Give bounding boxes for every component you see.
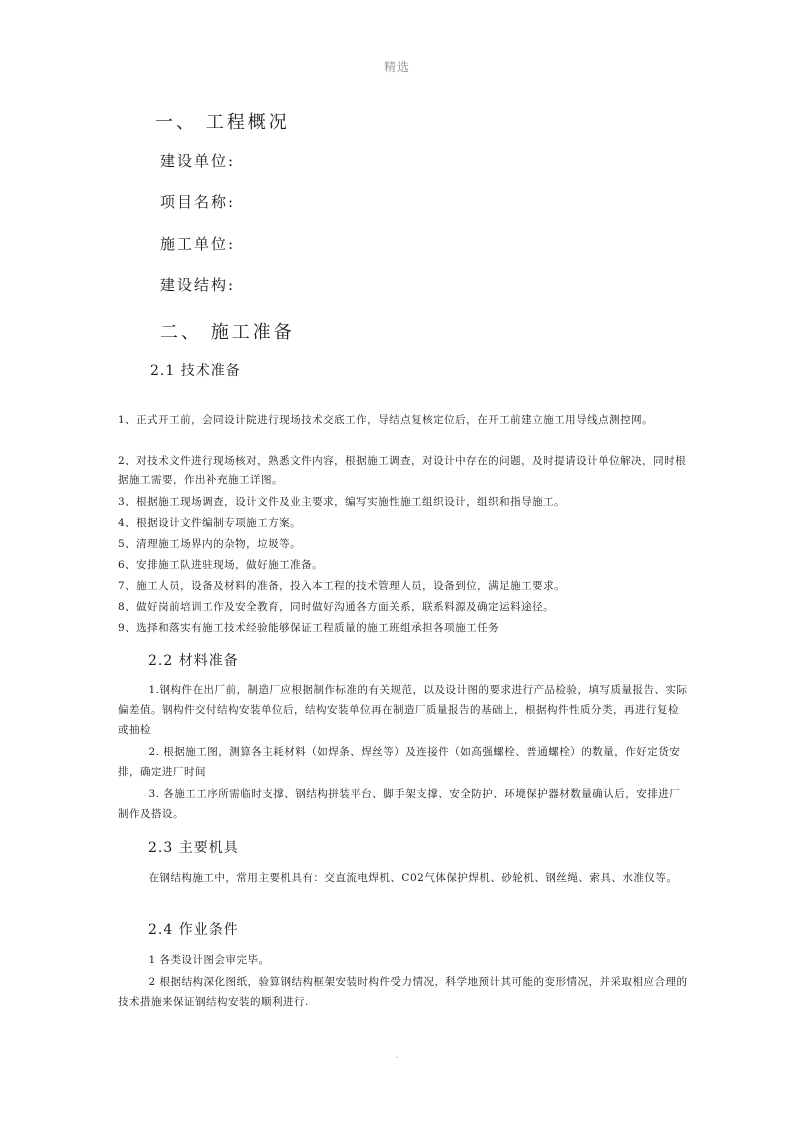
tech-item-3: 3、根据施工现场调查，设计文件及业主要求，编写实施性施工组织设计，组织和指导施工。 xyxy=(118,496,566,508)
footer-mark: . xyxy=(395,1050,399,1061)
material-para-1: 1.钢构件在出厂前，制造厂应根据制作标准的有关规范，以及设计图的要求进行产品检验，填写质量报告、实际偏差值。钢构件交付结构安装单位后，结构安装单位再在制造厂质量报告的基础上，根据构件性质分类，再进行复检或抽检 xyxy=(118,684,688,736)
field-contractor: 施工单位: xyxy=(160,235,236,253)
material-para-3: 3. 各施工工序所需临时支撑、钢结构拼装平台、脚手架支撑、安全防护、环境保护器材数量确认后，安排进厂制作及搭设。 xyxy=(118,788,681,820)
section-1-title: 一、 工程概况 xyxy=(155,112,290,133)
tech-item-2: 2、对技术文件进行现场核对，熟悉文件内容，根据施工调查，对设计中存在的问题，及时提请设计单位解决，同时根据施工需要，作出补充施工详图。 xyxy=(118,455,687,486)
subsection-2-4-title: 2.4 作业条件 xyxy=(148,922,239,938)
tech-item-7: 7、施工人员，设备及材料的准备，投入本工程的技术管理人员，设备到位，满足施工要求。 xyxy=(118,580,566,592)
field-project-name: 项目名称: xyxy=(160,193,236,211)
section-2-title: 二、 施工准备 xyxy=(160,322,295,343)
conditions-para-2: 2 根据结构深化图纸，验算钢结构框架安装时构件受力情况，科学地预计其可能的变形情况，并采取相应合理的技术措施来保证钢结构安装的顺利进行. xyxy=(118,976,688,1008)
subsection-2-1-title: 2.1 技术准备 xyxy=(150,363,241,379)
tech-item-8: 8、做好岗前培训工作及安全教育，同时做好沟通各方面关系，联系料源及确定运料途径。 xyxy=(118,601,555,613)
header-mark: 精选 xyxy=(383,60,410,74)
material-para-2: 2. 根据施工图，测算各主耗材料（如焊条、焊丝等）及连接件（如高强螺栓、普通螺栓）的数量，作好定货安排，确定进厂时间 xyxy=(118,746,681,778)
tech-item-4: 4、根据设计文件编制专项施工方案。 xyxy=(118,517,302,529)
tech-item-9: 9、选择和落实有施工技术经验能够保证工程质量的施工班组承担各项施工任务 xyxy=(118,622,500,634)
field-builder: 建设单位: xyxy=(160,152,236,170)
subsection-2-2-title: 2.2 材料准备 xyxy=(148,653,239,669)
conditions-para-1: 1 各类设计图会审完毕。 xyxy=(148,954,270,966)
tech-item-1: 1、正式开工前，会同设计院进行现场技术交底工作，导结点复核定位后，在开工前建立施工用导线点测控网。 xyxy=(118,414,654,426)
tools-para-1: 在钢结构施工中，常用主要机具有：交直流电焊机、C02气体保护焊机、砂轮机、钢丝绳、索具、水准仪等。 xyxy=(148,872,678,884)
subsection-2-3-title: 2.3 主要机具 xyxy=(148,840,239,856)
tech-item-5: 5、清理施工场界内的杂物，垃圾等。 xyxy=(118,538,302,550)
field-structure: 建设结构: xyxy=(160,276,236,294)
tech-item-6: 6、安排施工队进驻现场，做好施工准备。 xyxy=(118,559,324,571)
